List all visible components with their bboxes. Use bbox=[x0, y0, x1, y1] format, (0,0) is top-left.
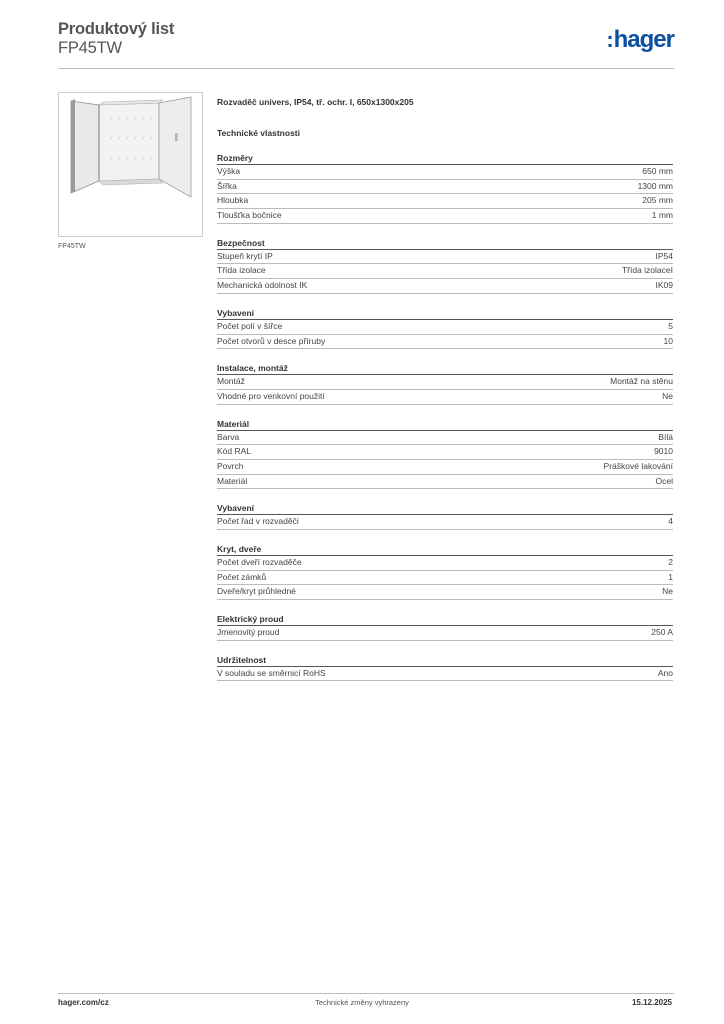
spec-label: V souladu se směrnicí RoHS bbox=[217, 667, 326, 678]
section-title: Vybavení bbox=[217, 307, 673, 320]
spec-label: Dveře/kryt průhledné bbox=[217, 586, 296, 597]
spec-row bbox=[217, 431, 673, 446]
spec-value: 1 bbox=[668, 571, 673, 582]
spec-section bbox=[217, 152, 673, 224]
spec-row bbox=[217, 209, 673, 224]
spec-value: 650 mm bbox=[642, 166, 673, 176]
spec-value: IK09 bbox=[655, 280, 673, 291]
spec-value: 5 bbox=[668, 320, 673, 331]
footer-notice: Technické změny vyhrazeny bbox=[315, 998, 409, 1007]
spec-value: 10 bbox=[663, 335, 673, 346]
footer-website: hager.com/cz bbox=[58, 998, 109, 1007]
spec-row bbox=[217, 475, 673, 490]
spec-label: Kód RAL bbox=[217, 446, 252, 457]
spec-row bbox=[217, 279, 673, 294]
spec-value: 2 bbox=[668, 557, 673, 567]
spec-label: Montáž bbox=[217, 376, 245, 387]
spec-label: Šířka bbox=[217, 180, 237, 191]
section-title: Bezpečnost bbox=[217, 237, 673, 250]
spec-row bbox=[217, 571, 673, 586]
spec-value: 1 mm bbox=[651, 210, 673, 221]
spec-value: 250 A bbox=[651, 627, 673, 638]
spec-label: Počet zámků bbox=[217, 571, 267, 582]
spec-label: Stupeň krytí IP bbox=[217, 250, 273, 261]
spec-value: Bílá bbox=[658, 431, 673, 442]
spec-section bbox=[217, 502, 673, 530]
spec-row bbox=[217, 335, 673, 350]
spec-row bbox=[217, 556, 673, 571]
image-caption: FP45TW bbox=[58, 243, 86, 250]
logo-text: hager bbox=[613, 26, 674, 53]
spec-row bbox=[217, 180, 673, 195]
spec-label: Hloubka bbox=[217, 195, 249, 206]
document-title: Produktový list bbox=[58, 20, 175, 38]
spec-section bbox=[217, 418, 673, 490]
spec-value: Ano bbox=[657, 667, 673, 678]
section-title: Elektrický proud bbox=[217, 613, 673, 626]
spec-row bbox=[217, 320, 673, 335]
footer-divider bbox=[58, 993, 674, 994]
spec-label: Barva bbox=[217, 431, 240, 442]
logo-prefix: : bbox=[606, 27, 614, 52]
spec-row bbox=[217, 375, 673, 390]
spec-row bbox=[217, 165, 673, 180]
section-title: Instalace, montáž bbox=[217, 362, 673, 375]
spec-value: Ne bbox=[662, 586, 673, 597]
specifications bbox=[217, 96, 673, 681]
spec-row bbox=[217, 626, 673, 641]
spec-row bbox=[217, 250, 673, 265]
spec-label: Výška bbox=[217, 166, 241, 176]
hager-logo bbox=[606, 28, 674, 52]
spec-label: Počet řad v rozvaděči bbox=[217, 516, 299, 527]
spec-value: Třída izolaceI bbox=[621, 265, 673, 276]
spec-label: Mechanická odolnost IK bbox=[217, 280, 308, 291]
spec-section bbox=[217, 237, 673, 294]
spec-value: IP54 bbox=[655, 250, 673, 261]
spec-row bbox=[217, 585, 673, 600]
spec-row bbox=[217, 390, 673, 405]
spec-section bbox=[217, 543, 673, 600]
spec-section bbox=[217, 613, 673, 641]
spec-label: Povrch bbox=[217, 460, 244, 471]
section-title: Materiál bbox=[217, 418, 673, 431]
spec-sections bbox=[217, 152, 673, 681]
product-description: Rozvaděč univers, IP54, tř. ochr. I, 650x1300x205 bbox=[217, 97, 414, 107]
spec-label: Počet otvorů v desce příruby bbox=[217, 335, 326, 346]
section-title: Kryt, dveře bbox=[217, 543, 673, 556]
spec-row bbox=[217, 460, 673, 475]
spec-row bbox=[217, 667, 673, 682]
technical-properties-heading: Technické vlastnosti bbox=[217, 128, 300, 138]
footer-date: 15.12.2025 bbox=[631, 998, 672, 1007]
spec-section bbox=[217, 362, 673, 404]
spec-section bbox=[217, 307, 673, 349]
spec-value: 4 bbox=[668, 516, 673, 527]
spec-value: Ne bbox=[662, 390, 673, 401]
section-title: Rozměry bbox=[217, 152, 673, 165]
spec-row bbox=[217, 445, 673, 460]
spec-value: Práškové lakování bbox=[603, 460, 673, 471]
spec-value: Montáž na stěnu bbox=[610, 376, 673, 387]
spec-label: Počet polí v šířce bbox=[217, 320, 283, 331]
spec-row bbox=[217, 515, 673, 530]
spec-label: Vhodné pro venkovní použití bbox=[217, 390, 325, 401]
header-divider bbox=[58, 68, 674, 69]
spec-section bbox=[217, 654, 673, 682]
section-title: Vybavení bbox=[217, 502, 673, 515]
spec-label: Materiál bbox=[217, 475, 248, 486]
spec-label: Jmenovitý proud bbox=[217, 627, 280, 638]
spec-value: Ocel bbox=[655, 475, 673, 486]
section-title: Udržitelnost bbox=[217, 654, 673, 667]
spec-label: Tloušťka bočnice bbox=[217, 210, 282, 221]
product-image bbox=[58, 92, 203, 237]
document-header bbox=[58, 20, 674, 68]
product-code: FP45TW bbox=[58, 39, 122, 57]
spec-row bbox=[217, 264, 673, 279]
spec-value: 205 mm bbox=[642, 195, 673, 206]
spec-label: Počet dveří rozvaděče bbox=[217, 557, 302, 567]
spec-value: 9010 bbox=[654, 446, 673, 457]
enclosure-illustration bbox=[59, 93, 202, 236]
spec-label: Třída izolace bbox=[217, 265, 266, 276]
spec-value: 1300 mm bbox=[637, 180, 673, 191]
spec-row bbox=[217, 194, 673, 209]
